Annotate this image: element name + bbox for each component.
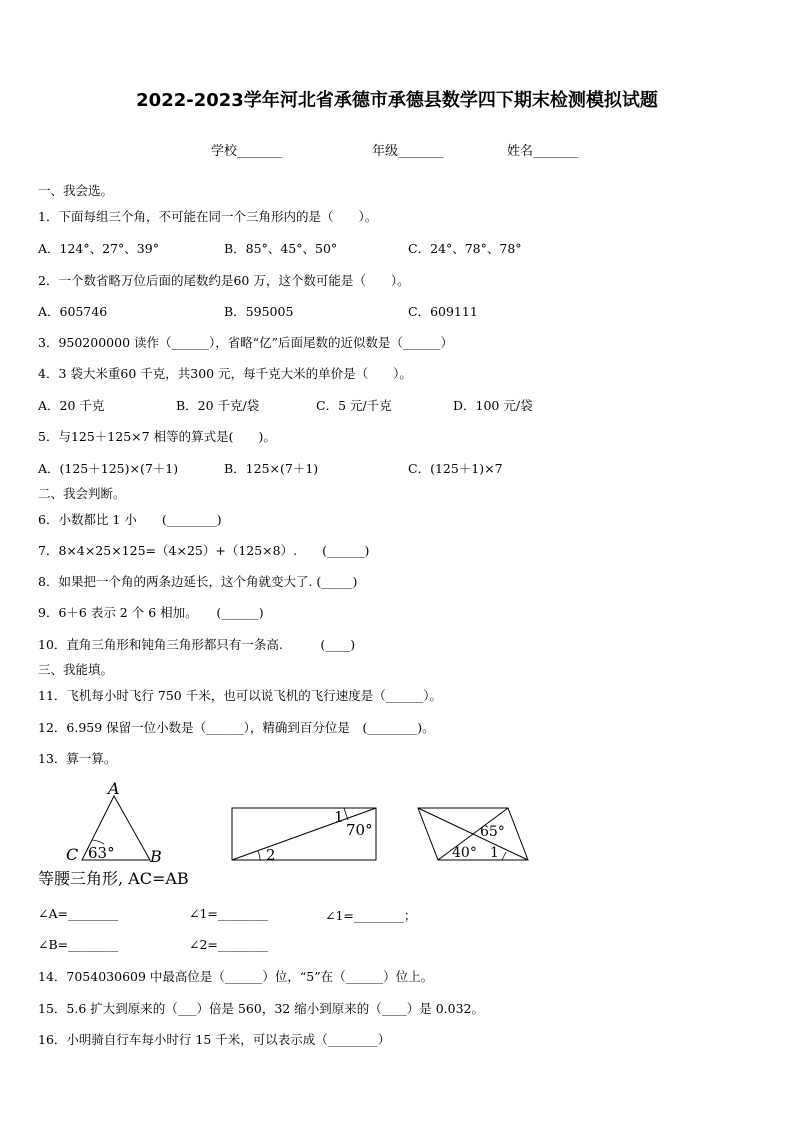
q5-option-b[interactable]: B．125×(7＋1) [224,461,319,476]
answer-angle-a[interactable]: ∠A=________ [38,906,118,921]
section-heading-choose: 一、我会选。 [38,183,114,198]
question-14: 14．7054030609 中最高位是（______）位，“5”在（______）位上。 [38,969,434,984]
question-16: 16．小明骑自行车每小时行 15 千米，可以表示成（________） [38,1032,391,1047]
section-heading-judge: 二、我会判断。 [38,486,126,501]
vertex-b-label: B [150,847,162,866]
q1-option-a[interactable]: A．124°、27°、39° [38,241,159,256]
angle-1-parallelogram-label: 1 [490,845,499,861]
q4-option-a[interactable]: A．20 千克 [38,398,105,413]
question-12: 12．6.959 保留一位小数是（______），精确到百分位是 (________)。 [38,720,435,735]
vertex-c-label: C [66,845,79,864]
school-field[interactable]: 学校_______ [211,144,283,159]
grade-field[interactable]: 年级_______ [372,144,444,159]
angle-70-label: 70° [346,821,373,839]
page-title: 2022-2023学年河北省承德市承德县数学四下期末检测模拟试题 [136,90,658,111]
question-15: 15．5.6 扩大到原来的（___）倍是 560，32 缩小到原来的（____）是 0.032。 [38,1001,484,1016]
q1-option-c[interactable]: C．24°、78°、78° [408,241,522,256]
question-1: 1．下面每组三个角，不可能在同一个三角形内的是（ ）。 [38,209,378,224]
parallelogram-figure [414,805,534,863]
angle-63-label: 63° [88,844,115,862]
q5-option-c[interactable]: C．(125＋1)×7 [408,461,503,476]
q2-option-a[interactable]: A．605746 [38,304,108,319]
answer-angle-1-para[interactable]: ∠1=________； [325,908,417,923]
q1-option-b[interactable]: B．85°、45°、50° [224,241,338,256]
answer-angle-b[interactable]: ∠B=________ [38,937,119,952]
isosceles-triangle-figure [60,778,180,866]
question-7: 7．8×4×25×125=（4×25）+（125×8）. (______) [38,543,370,558]
question-6: 6．小数都比 1 小 (________) [38,512,222,527]
question-13: 13．算一算。 [38,751,117,766]
section-heading-fill: 三、我能填。 [38,662,114,677]
question-4: 4．3 袋大米重60 千克，共300 元，每千克大米的单价是（ ）。 [38,366,412,381]
q5-option-a[interactable]: A．(125＋125)×(7＋1) [38,461,179,476]
question-9: 9．6＋6 表示 2 个 6 相加。 (______) [38,605,264,620]
angle-2-label: 2 [266,846,276,863]
q4-option-c[interactable]: C．5 元/千克 [316,398,392,413]
question-8: 8．如果把一个角的两条边延长，这个角就变大了. (_____) [38,574,358,589]
question-3: 3．950200000 读作（______），省略“亿”后面尾数的近似数是（______） [38,335,454,350]
rectangle-diagonal-figure [228,805,380,863]
answer-angle-1-rect[interactable]: ∠1=________ [189,906,268,921]
angle-65-label: 65° [480,824,505,840]
figure-caption: 等腰三角形, AC=AB [38,869,189,888]
vertex-a-label: A [108,779,120,798]
angle-40-label: 40° [452,845,477,861]
question-2: 2．一个数省略万位后面的尾数约是60 万，这个数可能是（ ）。 [38,273,410,288]
angle-1-label: 1 [334,808,344,826]
question-11: 11．飞机每小时飞行 750 千米，也可以说飞机的飞行速度是（______）。 [38,688,442,703]
q2-option-b[interactable]: B．595005 [224,304,294,319]
question-5: 5．与125＋125×7 相等的算式是( )。 [38,429,276,444]
q2-option-c[interactable]: C．609111 [408,304,478,319]
q4-option-b[interactable]: B．20 千克/袋 [176,398,260,413]
answer-angle-2[interactable]: ∠2=________ [189,937,268,952]
question-10: 10．直角三角形和钝角三角形都只有一条高. (____) [38,637,356,652]
name-field[interactable]: 姓名_______ [507,144,579,159]
q4-option-d[interactable]: D．100 元/袋 [453,398,533,413]
